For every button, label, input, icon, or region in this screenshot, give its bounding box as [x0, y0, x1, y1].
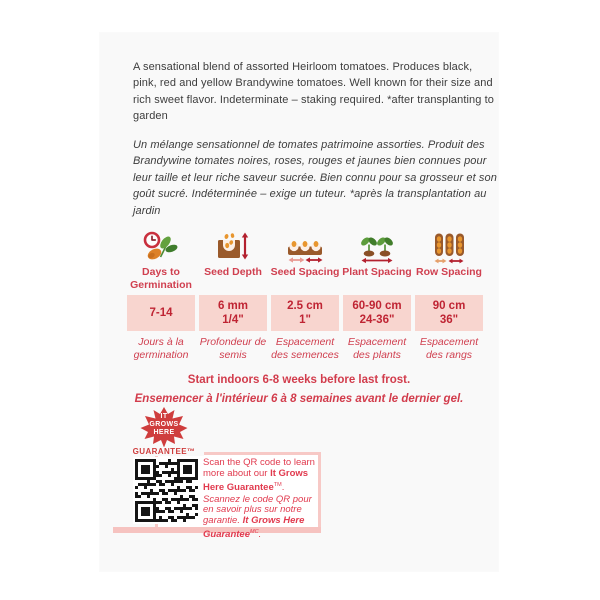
grow-col-plant-spacing: [343, 226, 411, 361]
qr-finder-top-right: [177, 459, 198, 480]
value-metric: 90 cm: [432, 299, 466, 312]
qr-fr-prefix: Scannez le code QR pour en savoir plus sur notre garantie.: [203, 493, 312, 527]
leaf-line-2: GROWS: [149, 421, 179, 428]
row-spacing-icon: [432, 226, 466, 264]
value-band: [415, 295, 483, 331]
leaf-text: [136, 413, 192, 437]
sowing-note-english: Start indoors 6-8 weeks before last frost.: [187, 374, 411, 386]
qr-grid: [135, 459, 198, 522]
qr-fr-tm: MC: [250, 528, 259, 535]
grow-label-fr: Espacement des semences: [271, 336, 339, 361]
qr-fr-brand: It Grows Here Guarantee: [203, 515, 305, 541]
it-grows-here-logo: [136, 406, 192, 448]
leaf-line-3: HERE: [153, 429, 175, 436]
qr-finder-bottom-left: [135, 501, 156, 522]
qr-en-suffix: .: [281, 481, 285, 493]
grow-col-seed-spacing: [271, 226, 339, 361]
value-imperial: 1/4": [222, 314, 244, 326]
grow-label-en: Days to Germination: [130, 266, 192, 291]
value-metric: 6 mm: [217, 299, 249, 312]
value-imperial: 1": [299, 314, 311, 326]
grow-label-fr: Espacement des plants: [347, 336, 407, 361]
value-imperial: 36": [439, 314, 459, 326]
qr-en-brand: It Grows Here Guarantee: [203, 467, 309, 493]
guarantee-wordmark: GUARANTEE™: [124, 447, 204, 456]
leaf-line-1: IT: [160, 413, 168, 420]
grow-label-en: Seed Spacing: [270, 266, 340, 278]
seed-spacing-icon: [287, 226, 323, 264]
sowing-note-french: Ensemencer à l'intérieur 6 à 8 semaines avant le dernier gel.: [134, 393, 464, 405]
value-metric: 7-14: [149, 306, 173, 319]
grow-col-days-to-germination: [127, 226, 195, 361]
grow-info-table: [127, 226, 483, 361]
value-band: [127, 295, 195, 331]
grow-label-fr: Espacement des rangs: [419, 336, 479, 361]
plant-spacing-icon: [359, 226, 395, 264]
seed-depth-icon: [218, 226, 249, 264]
qr-en-prefix: Scan the QR code to learn more about our: [203, 457, 315, 479]
value-band: [271, 295, 339, 331]
grow-label-fr: Profondeur de semis: [199, 336, 267, 361]
qr-text-english: [203, 458, 319, 494]
grow-label-fr: Jours à la germination: [133, 336, 189, 361]
grow-col-row-spacing: [415, 226, 483, 361]
value-metric: 2.5 cm: [287, 299, 323, 312]
value-imperial: 24-36": [359, 314, 395, 326]
qr-finder-top-left: [135, 459, 156, 480]
value-band: [199, 295, 267, 331]
qr-fr-suffix: .: [258, 529, 262, 541]
value-band: [343, 295, 411, 331]
description-french: Un mélange sensationnel de tomates patrimoine assorties. Produit des Brandywine tomates noires, roses, rouges et jaunes bien connues pour leur taille et leur riche saveur sucrée. Bien connu pour sa grosseur et son goût sucré. Indéterminée – exige un tuteur. *après la transplantation au jardin: [133, 139, 497, 217]
grow-col-seed-depth: [199, 226, 267, 361]
qr-text-french: [203, 495, 319, 541]
grow-label-en: Seed Depth: [204, 266, 262, 278]
grow-label-en: Row Spacing: [416, 266, 482, 278]
value-metric: 60-90 cm: [352, 299, 402, 312]
germination-days-icon: [141, 226, 181, 264]
packet-card: [100, 33, 498, 571]
description-english: A sensational blend of assorted Heirloom tomatoes. Produces black, pink, red and yellow Brandywine tomatoes. Well known for their size and rich sweet flavor. Indeterminate – staking required. *after transplanting to garden: [133, 61, 495, 123]
qr-en-tm: TM: [273, 481, 282, 488]
grow-label-en: Plant Spacing: [342, 266, 412, 278]
guarantee-panel-text: [203, 458, 319, 541]
qr-code: [133, 457, 200, 524]
